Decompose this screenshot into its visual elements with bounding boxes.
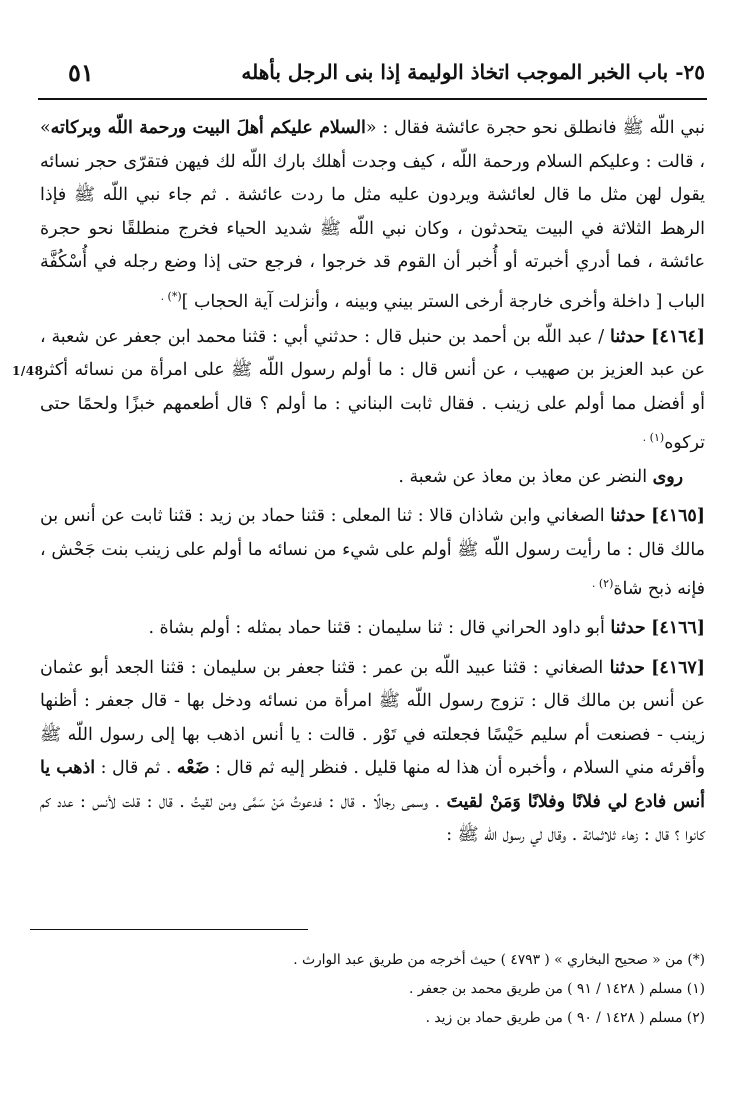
hadith-4164: [40, 321, 705, 461]
hadith-lead: حدثنا: [609, 657, 645, 678]
footnote-marker: (*) .: [160, 289, 182, 303]
paragraph-continuation: [40, 112, 705, 319]
page-number: ٥١: [68, 58, 94, 87]
hadith-text: . ثم قال :: [95, 758, 177, 779]
hadith-number: [٤١٦٧]: [651, 657, 705, 678]
text-segment: نبي اللّه ﷺ فانطلق نحو حجرة عائشة فقال : «: [365, 118, 705, 138]
prophet-quote: ضَعْه: [176, 758, 210, 779]
hadith-text: . وسمى رجالًا . قال : فدعوتُ مَنْ سَمَّى ومن لقيتُ . قال : قلت لأنس : عدد كم كانوا ؟ قال : زهاء ثلاثمائة . وقال لي رسول اللّه ﷺ :: [40, 791, 705, 846]
hadith-lead: حدثنا: [610, 326, 646, 347]
footnote: (٢) مسلم ( ١٤٢٨ / ٩٠ ) من طريق حماد بن زيد .: [425, 1010, 705, 1026]
footnote: (١) مسلم ( ١٤٢٨ / ٩١ ) من طريق محمد بن جعفر .: [408, 981, 705, 997]
hadith-4165: [40, 500, 705, 606]
footnote-divider: [30, 929, 308, 930]
hadith-text: أبو داود الحراني قال : ثنا سليمان : قثنا حماد بمثله : أولم بشاة .: [148, 618, 611, 639]
footnote: (*) من « صحيح البخاري » ( ٤٧٩٣ ) حيث أخرجه من طريق عبد الوارث .: [293, 952, 705, 968]
page-header: [38, 52, 707, 100]
footnote-marker: (١) .: [642, 431, 665, 445]
hadith-number: [٤١٦٤]: [651, 326, 705, 347]
riwaya-lead: روى: [652, 466, 683, 487]
riwaya-text: النضر عن معاذ بن معاذ عن شعبة .: [398, 466, 653, 487]
prophet-quote: السلام عليكم أهلَ البيت ورحمة اللّه وبركاته: [50, 118, 366, 138]
hadith-lead: حدثنا: [610, 618, 646, 639]
text-segment: » ، قالت : وعليكم السلام ورحمة اللّه ، كيف وجدت أهلك بارك اللّه لك فيهن فتقرّى حجر نسائه يقول لهن مثل ما قال لعائشة ويردون عليه مثل ما ردت عائشة . ثم جاء نبي اللّه ﷺ فإذا الرهط الثلاثة في البيت يتحدثون ، وكان نبي اللّه ﷺ شديد الحياء فخرج منطلقًا نحو حجرة عائشة ، فما أدري أخبرته أو أُخبر أن القوم قد خرجوا ، فرجع حتى إذا وضع رجله في أُسْكُفَّة الباب [ داخلة وأخرى خارجة أرخى الستر بيني وبينه ، وأنزلت آية الحجاب ]: [40, 118, 705, 312]
hadith-text: / عبد اللّه بن أحمد بن حنبل قال : حدثني أبي : قثنا محمد ابن جعفر عن شعبة ، عن عبد العزيز بن صهيب ، عن أنس قال : ما أولم رسول اللّه ﷺ على امرأة من نسائه أكثر أو أفضل مما أولم على زينب . فقال ثابت البناني : ما أولم ؟ قال أطعمهم خبزًا ولحمًا حتى تركوه: [40, 326, 705, 454]
hadith-lead: حدثنا: [610, 506, 646, 527]
riwaya-line: [40, 461, 705, 495]
main-text: [40, 112, 705, 853]
footnotes: [40, 946, 705, 1033]
hadith-number: [٤١٦٦]: [651, 618, 705, 639]
hadith-4167: [40, 652, 705, 853]
chapter-title: ٢٥- باب الخبر الموجب اتخاذ الوليمة إذا بنى الرجل بأهله: [241, 60, 705, 84]
hadith-4166: [40, 612, 705, 646]
hadith-text: الصغاني وابن شاذان قالا : ثنا المعلى : قثنا حماد بن زيد : قثنا ثابت عن أنس بن مالك قال : ما رأيت رسول اللّه ﷺ أولم على شيء من نسائه ما أولم على زينب بنت جَحْش ، فإنه ذبح شاة: [40, 506, 705, 599]
prophet-quote: اذهب يا أنس فادع لي فلانًا وفلانًا وَمَنْ لقيتَ: [40, 758, 706, 812]
hadith-text: الصغاني : قثنا عبيد اللّه بن عمر : قثنا جعفر بن سليمان : قثنا الجعد أبو عثمان عن أنس بن مالك قال : تزوج رسول اللّه ﷺ امرأة من نسائه ودخل بها - قال جعفر : أظنها زينب - فصنعت أم سليم حَيْسًا فجعلته في تَوْر . قالت : يا أنس اذهب بها إلى رسول اللّه ﷺ وأقرئه مني السلام ، وأخبره أن هذا له منها قليل . فنظر إليه ثم قال :: [40, 657, 705, 779]
margin-reference: 1/48: [12, 364, 44, 378]
hadith-number: [٤١٦٥]: [651, 506, 705, 527]
footnote-marker: (٢) .: [591, 577, 614, 591]
